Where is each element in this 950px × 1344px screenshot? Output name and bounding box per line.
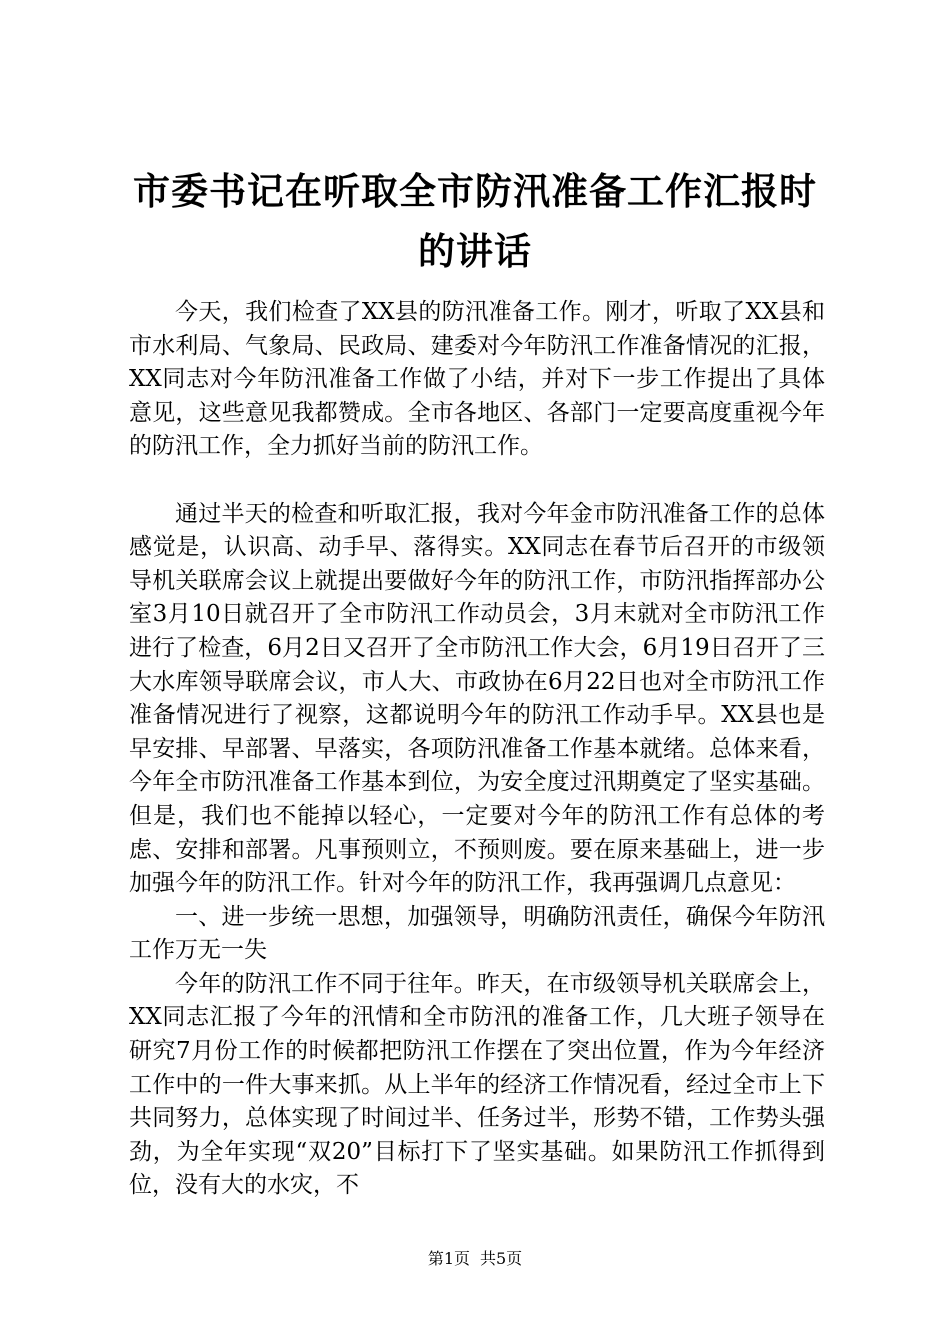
paragraph-section-1: 今年的防汛工作不同于往年。昨天，在市级领导机关联席会上，XX同志汇报了今年的汛情和全市防汛的准备工作，几大班子领导在研究7月份工作的时候都把防汛工作摆在了突出位置，作为今年经济工作中的一件大事来抓。从上半年的经济工作情况看，经过全市上下共同努力，总体实现了时间过半、任务过半，形势不错，工作势头强劲，为全年实现“双20”目标打下了坚实基础。如果防汛工作抓得到位，没有大的水灾，不	[129, 970, 825, 1199]
paragraph-gap	[129, 464, 825, 498]
document-title: 市委书记在听取全市防汛准备工作汇报时的讲话	[133, 170, 817, 273]
paragraph-overview: 通过半天的检查和听取汇报，我对今年金市防汛准备工作的总体感觉是，认识高、动手早、落得实。XX同志在春节后召开的市级领导机关联席会议上就提出要做好今年的防汛工作，市防汛指挥部办公室3月10日就召开了全市防汛工作动员会，3月末就对全市防汛工作进行了检查，6月2日又召开了全市防汛工作大会，6月19日召开了三大水库领导联席会议，市人大、市政协在6月22日也对全市防汛工作准备情况进行了视察，这都说明今年的防汛工作动手早。XX县也是早安排、早部署、早落实，各项防汛准备工作基本就绪。总体来看，今年全市防汛准备工作基本到位，为安全度过汛期奠定了坚实基础。但是，我们也不能掉以轻心，一定要对今年的防汛工作有总体的考虑、安排和部署。凡事预则立，不预则废。要在原来基础上，进一步加强今年的防汛工作。针对今年的防汛工作，我再强调几点意见：	[129, 500, 825, 897]
page-total: 共5页	[480, 1249, 523, 1268]
section-heading-1: 一、进一步统一思想，加强领导，明确防汛责任，确保今年防汛工作万无一失	[129, 903, 825, 964]
document-body	[129, 296, 825, 1203]
page-footer	[0, 1246, 950, 1269]
paragraph-opening: 今天，我们检查了XX县的防汛准备工作。刚才，听取了XX县和市水利局、气象局、民政局、建委对今年防汛工作准备情况的汇报，XX同志对今年防汛准备工作做了小结，并对下一步工作提出了具体意见，这些意见我都赞成。全市各地区、各部门一定要高度重视今年的防汛工作，全力抓好当前的防汛工作。	[129, 299, 825, 460]
page-number: 第1页	[427, 1249, 470, 1268]
